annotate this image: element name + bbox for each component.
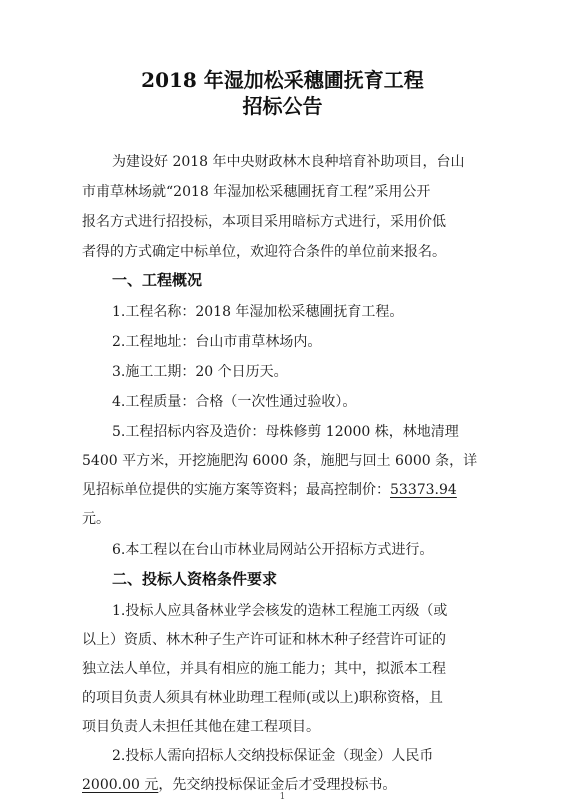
- item-scope-line-2: 5400 平方米，开挖施肥沟 6000 条，施肥与回土 6000 条，详: [82, 453, 478, 469]
- deposit-amount: 2000.00 元: [82, 777, 159, 793]
- intro-line-1: 为建设好 2018 年中央财政林木良种培育补助项目，台山: [112, 154, 465, 170]
- max-price-value: 53373.94: [390, 482, 457, 498]
- req1-line-1: 1.投标人应具备林业学会核发的造林工程施工丙级（或: [112, 603, 448, 619]
- req1-line-2: 以上）资质、林木种子生产许可证和林木种子经营许可证的: [82, 632, 446, 648]
- intro-line-3: 报名方式进行招投标，本项目采用暗标方式进行，采用价低: [82, 214, 446, 230]
- req2-line-1: 2.投标人需向招标人交纳投标保证金（现金）人民币: [112, 748, 434, 764]
- section1-heading: 一、工程概况: [112, 271, 203, 289]
- item-scope-line-3: [82, 480, 457, 500]
- deposit-note: ，先交纳投标保证金后才受理投标书。: [158, 777, 397, 793]
- intro-line-2: 市甫草林场就“2018 年湿加松采穗圃抚育工程”采用公开: [82, 184, 431, 200]
- intro-line-4: 者得的方式确定中标单位，欢迎符合条件的单位前来报名。: [82, 244, 446, 260]
- section2-heading: 二、投标人资格条件要求: [112, 570, 278, 588]
- item-quality: 4.工程质量：合格（一次性通过验收）。: [112, 394, 357, 410]
- item-duration: 3.施工工期：20 个日历天。: [112, 364, 288, 380]
- doc-title-line2: 招标公告: [242, 94, 323, 118]
- req1-line-4: 的项目负责人须具有林业助理工程师(或以上)职称资格，且: [82, 690, 443, 706]
- item-scope-line-4: 元。: [82, 511, 110, 527]
- max-price-label: 见招标单位提供的实施方案等资料；最高控制价：: [82, 482, 390, 498]
- item-project-address: 2.工程地址：台山市甫草林场内。: [112, 334, 322, 350]
- req1-line-3: 独立法人单位，并具有相应的施工能力；其中，拟派本工程: [82, 661, 446, 677]
- req1-line-5: 项目负责人未担任其他在建工程项目。: [82, 719, 320, 735]
- doc-title-line1: 2018 年湿加松采穗圃抚育工程: [141, 68, 424, 92]
- page-number: 1: [279, 792, 286, 802]
- item-scope-line-1: 5.工程招标内容及造价：母株修剪 12000 株，林地清理: [112, 424, 459, 440]
- item-bidding-method: 6.本工程以在台山市林业局网站公开招标方式进行。: [112, 542, 434, 558]
- item-project-name: 1.工程名称：2018 年湿加松采穗圃抚育工程。: [112, 304, 404, 320]
